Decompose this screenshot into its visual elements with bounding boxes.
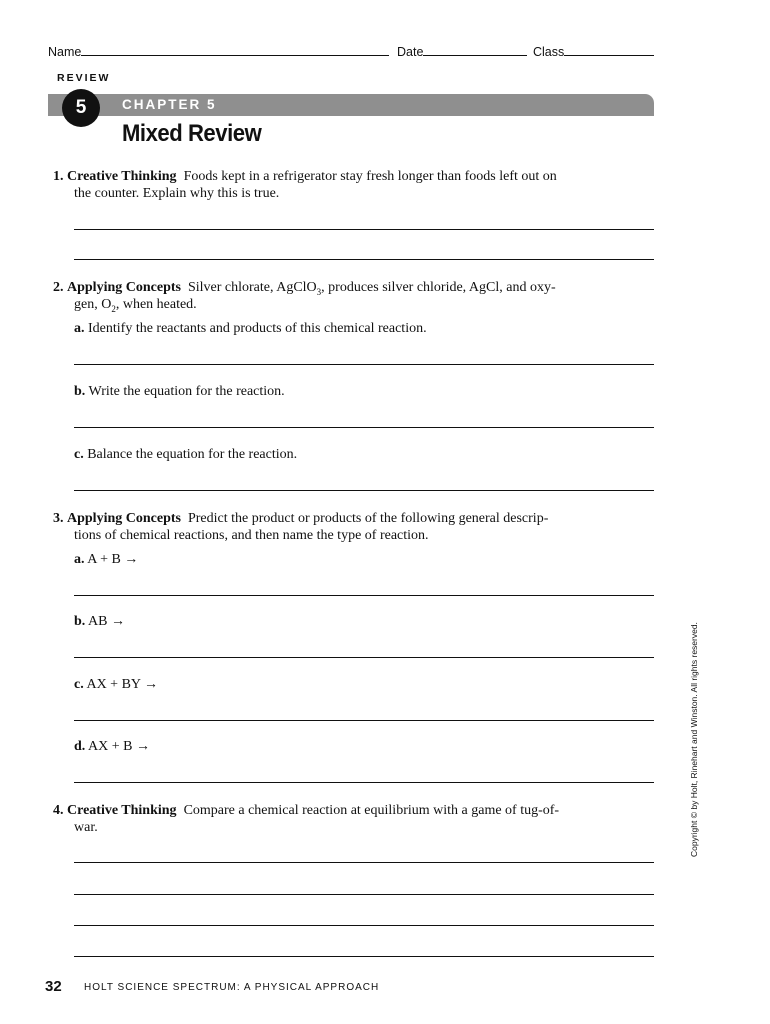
question-text: Predict the product or products of the following general descrip- [187, 511, 549, 526]
question-text: gen, O [74, 297, 112, 312]
subscript: 2 [111, 303, 116, 314]
date-field[interactable] [397, 44, 527, 59]
question-number: 2. [53, 280, 64, 295]
question-1-text-cont: the counter. Explain why this is true. [74, 186, 280, 201]
name-field[interactable] [48, 44, 389, 59]
question-number: 4. [53, 803, 64, 818]
question-heading: Creative Thinking [67, 169, 177, 184]
class-blank[interactable] [564, 44, 654, 56]
chapter-label: CHAPTER 5 [122, 97, 217, 112]
question-4-text-cont: war. [74, 820, 98, 835]
question-number: 3. [53, 511, 64, 526]
copyright-notice: Copyright © by Holt, Rinehart and Winston. All rights reserved. [689, 622, 699, 857]
name-label: Name [48, 45, 82, 59]
part-label: c. [74, 677, 84, 692]
part-text: AB → [88, 614, 125, 629]
answer-line[interactable] [74, 595, 654, 596]
answer-line[interactable] [74, 894, 654, 895]
section-label: REVIEW [57, 72, 111, 84]
question-2b [74, 384, 285, 400]
answer-line[interactable] [74, 490, 654, 491]
page-title: Mixed Review [122, 120, 262, 147]
answer-line[interactable] [74, 427, 654, 428]
question-3a [74, 552, 138, 568]
class-field[interactable] [533, 44, 654, 59]
question-4 [53, 802, 559, 819]
question-text: Silver chlorate, AgClO [187, 280, 317, 295]
answer-line[interactable] [74, 720, 654, 721]
part-text: AX + B → [88, 739, 150, 754]
question-3d [74, 739, 150, 755]
part-label: b. [74, 384, 86, 399]
answer-line[interactable] [74, 364, 654, 365]
question-text: Compare a chemical reaction at equilibrium with a game of tug-of- [183, 803, 560, 818]
answer-line[interactable] [74, 956, 654, 957]
answer-line[interactable] [74, 259, 654, 260]
part-label: c. [74, 447, 84, 462]
question-3c [74, 677, 158, 693]
question-3-text-cont: tions of chemical reactions, and then name the type of reaction. [74, 528, 429, 543]
question-text: , when heated. [115, 297, 197, 312]
part-label: d. [74, 739, 86, 754]
part-label: b. [74, 614, 86, 629]
question-text: , produces silver chloride, AgCl, and oxy- [321, 280, 556, 295]
answer-line[interactable] [74, 925, 654, 926]
chapter-number-badge: 5 [62, 89, 100, 127]
question-2a [74, 321, 427, 337]
answer-line[interactable] [74, 229, 654, 230]
date-blank[interactable] [423, 44, 527, 56]
answer-line[interactable] [74, 657, 654, 658]
question-number: 1. [53, 169, 64, 184]
date-label: Date [397, 45, 424, 59]
part-text: A + B → [87, 552, 139, 567]
name-blank[interactable] [81, 44, 389, 56]
page-number: 32 [45, 978, 62, 995]
part-text: Write the equation for the reaction. [88, 384, 285, 399]
part-text: Balance the equation for the reaction. [87, 447, 298, 462]
question-3 [53, 510, 548, 527]
part-text: Identify the reactants and products of this chemical reaction. [88, 321, 427, 336]
answer-line[interactable] [74, 862, 654, 863]
book-title: HOLT SCIENCE SPECTRUM: A PHYSICAL APPROACH [84, 982, 380, 993]
question-2-text-cont [74, 296, 197, 318]
part-label: a. [74, 552, 85, 567]
part-text: AX + BY → [86, 677, 158, 692]
question-3b [74, 614, 125, 630]
question-heading: Applying Concepts [67, 511, 181, 526]
answer-line[interactable] [74, 782, 654, 783]
question-heading: Applying Concepts [67, 280, 181, 295]
part-label: a. [74, 321, 85, 336]
question-1 [53, 168, 557, 185]
question-text: Foods kept in a refrigerator stay fresh longer than foods left out on [183, 169, 557, 184]
subscript: 3 [316, 286, 322, 297]
class-label: Class [533, 45, 565, 59]
question-heading: Creative Thinking [67, 803, 177, 818]
question-2c [74, 447, 297, 463]
